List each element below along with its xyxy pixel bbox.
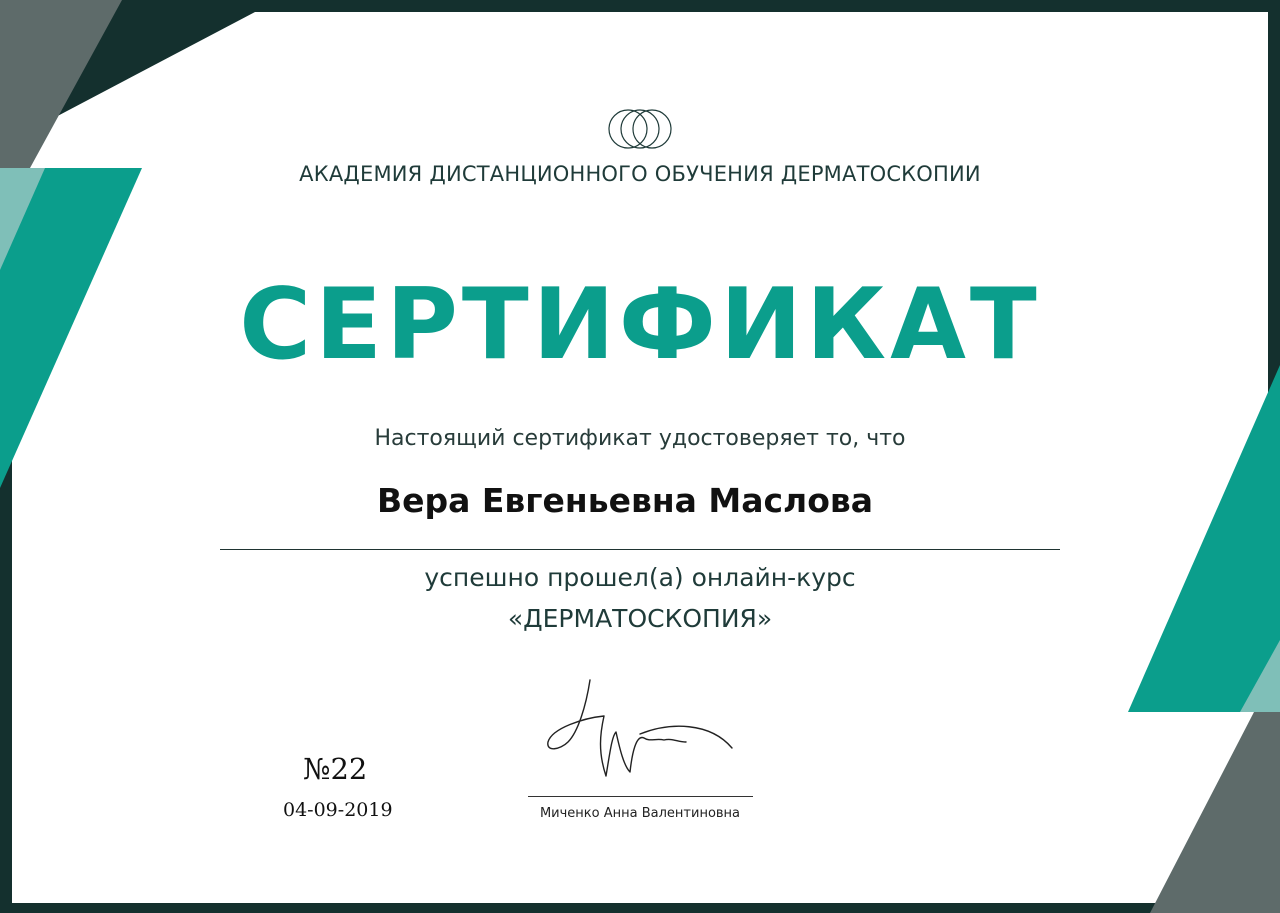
certificate-number: №22 xyxy=(303,752,368,786)
completed-text: успешно прошел(а) онлайн-курс xyxy=(424,563,856,592)
intro-text: Настоящий сертификат удостоверяет то, что xyxy=(374,426,906,451)
course-name: «ДЕРМАТОСКОПИЯ» xyxy=(507,604,773,633)
issue-date: 04-09-2019 xyxy=(283,799,393,821)
name-underline xyxy=(220,549,1060,550)
signature-mark xyxy=(540,676,740,780)
signer-name: Миченко Анна Валентиновна xyxy=(539,806,741,821)
certificate-title: СЕРТИФИКАТ xyxy=(239,268,1041,382)
academy-name: АКАДЕМИЯ ДИСТАНЦИОННОГО ОБУЧЕНИЯ ДЕРМАТОСКОПИИ xyxy=(299,162,981,186)
recipient-name: Вера Евгеньевна Маслова xyxy=(376,481,874,520)
three-rings-icon xyxy=(605,106,675,152)
signature-line xyxy=(528,796,753,797)
